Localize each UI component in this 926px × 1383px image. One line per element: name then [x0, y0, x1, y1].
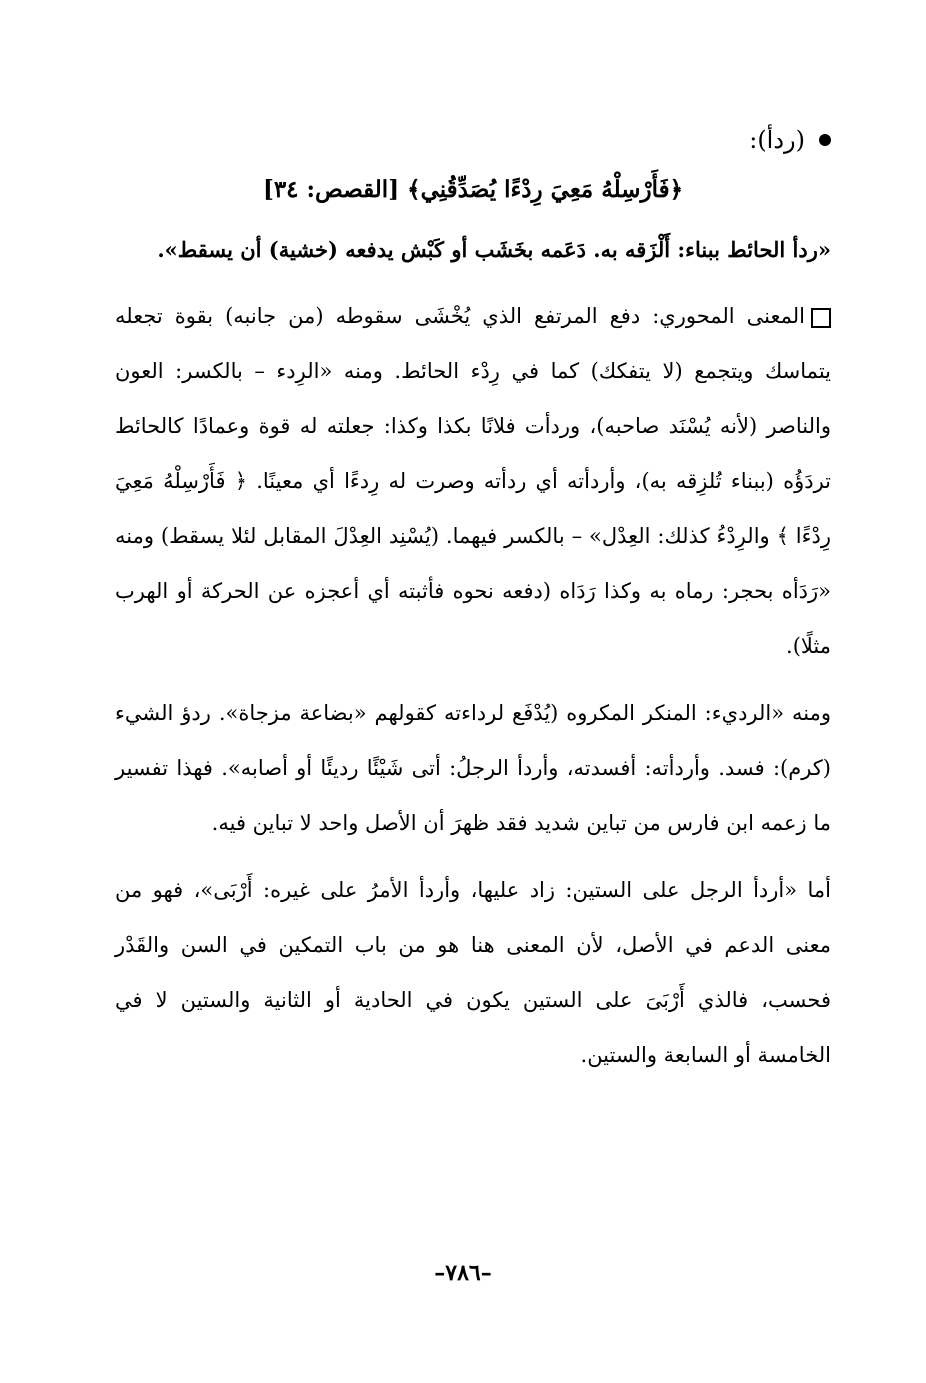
age-meaning-paragraph: أما «أردأ الرجل على الستين: زاد عليها، وأردأ الأمرُ على غيره: أَرْبَى»، فهو من معنى الدعم في الأصل، لأن المعنى هنا هو من باب التمكين في السن والقَدْر فحسب، فالذي أَرْبَىَ على الستين يكون في الحادية أو الثانية والستين لا في الخامسة أو السابعة والستين. — [115, 878, 831, 1067]
page-number: –٧٨٦– — [434, 1260, 492, 1286]
bullet-icon — [819, 134, 831, 146]
bad-meaning-paragraph: ومنه «الرديء: المنكر المكروه (يُدْفَع لرداءته كقولهم «بضاعة مزجاة». ردؤ الشيء (كرم): فسد. وأردأته: أفسدته، وأردأ الرجلُ: أتى شَيْئًا رديئًا أو أصابه». فهذا تفسير ما زعمه ابن فارس من تباين شديد فقد ظهرَ أن الأصل واحد لا تباين فيه. — [115, 701, 831, 835]
dictionary-definition: «ردأ الحائط ببناء: أَلْزَقه به. دَعَمه بخَشَب أو كَبْش يدفعه (خشية) أن يسقط». — [157, 237, 831, 262]
entry-root-word: (ردأ): — [749, 126, 805, 154]
square-marker-icon — [811, 308, 831, 328]
core-meaning-paragraph — [115, 289, 831, 674]
quran-verse: ﴿فَأَرْسِلْهُ مَعِيَ رِدْءًا يُصَدِّقُنِي﴾ [القصص: ٣٤] — [262, 176, 684, 203]
core-meaning-text: المعنى المحوري: دفع المرتفع الذي يُخْشَى سقوطه (من جانبه) بقوة تجعله يتماسك ويتجمع (لا يتفكك) كما في رِدْء الحائط. ومنه «الرِدء – بالكسر: العون والناصر (لأنه يُسْنَد صاحبه)، وردأت فلانًا بكذا وكذا: جعلته له قوة وعمادًا كالحائط تردَؤُه (ببناء تُلزِقه به)، وأردأته أي ردأته وصرت له رِدءًا أي معينًا. ﴿ فَأَرْسِلْهُ مَعِيَ رِدْءًا ﴾ والرِدْءُ كذلك: العِدْل» – بالكسر فيهما. (يُسْنِد العِدْلَ المقابل لئلا يسقط) ومنه «رَدَأه بحجر: رماه به وكذا رَدَاه (دفعه نحوه فأثبته أي أعجزه عن الحركة أو الهرب مثلًا). — [115, 304, 831, 658]
entry-heading — [115, 120, 831, 160]
